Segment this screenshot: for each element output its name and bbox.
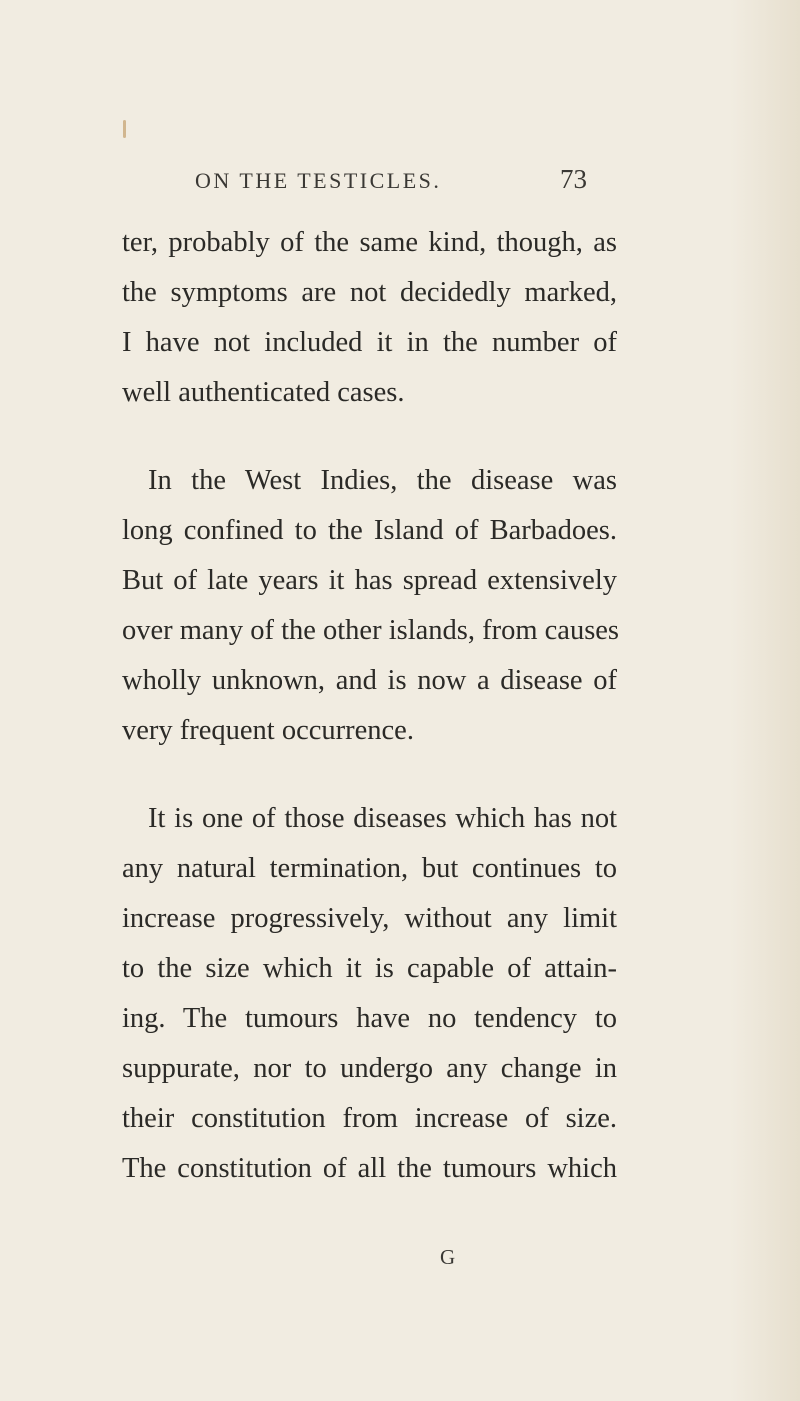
body-text	[122, 218, 620, 1194]
text-line: suppurate, nor to undergo any change in	[122, 1053, 617, 1084]
paragraph-gap	[122, 418, 617, 456]
paragraph	[122, 456, 620, 756]
paragraph-gap	[122, 756, 617, 794]
text-line: the symptoms are not decidedly marked,	[122, 277, 617, 308]
page-number: 73	[560, 164, 587, 194]
text-line: very frequent occurrence.	[122, 715, 414, 746]
text-line: ing. The tumours have no tendency to	[122, 1003, 617, 1034]
text-line: to the size which it is capable of attain-	[122, 953, 617, 984]
text-line: their constitution from increase of size.	[122, 1103, 617, 1134]
text-line: long confined to the Island of Barbadoes.	[122, 515, 617, 546]
text-line: increase progressively, without any limit	[122, 903, 617, 934]
text-line: It is one of those diseases which has not	[148, 803, 617, 834]
text-line: ter, probably of the same kind, though, as	[122, 227, 617, 258]
paragraph	[122, 794, 617, 1194]
page-edge-shading	[730, 0, 800, 1401]
text-line: The constitution of all the tumours which	[122, 1153, 617, 1184]
text-line: In the West Indies, the disease was	[148, 465, 617, 496]
running-head	[0, 162, 800, 202]
text-line: But of late years it has spread extensively	[122, 565, 617, 596]
text-line: wholly unknown, and is now a disease of	[122, 665, 617, 696]
signature-mark: G	[440, 1245, 456, 1269]
text-line: over many of the other islands, from causes	[122, 615, 620, 646]
running-title: ON THE TESTICLES.	[195, 168, 442, 193]
text-line: well authenticated cases.	[122, 377, 405, 408]
text-line: any natural termination, but continues to	[122, 853, 617, 884]
text-line: I have not included it in the number of	[122, 327, 617, 358]
paragraph	[122, 218, 617, 418]
paper-blemish	[123, 120, 126, 138]
